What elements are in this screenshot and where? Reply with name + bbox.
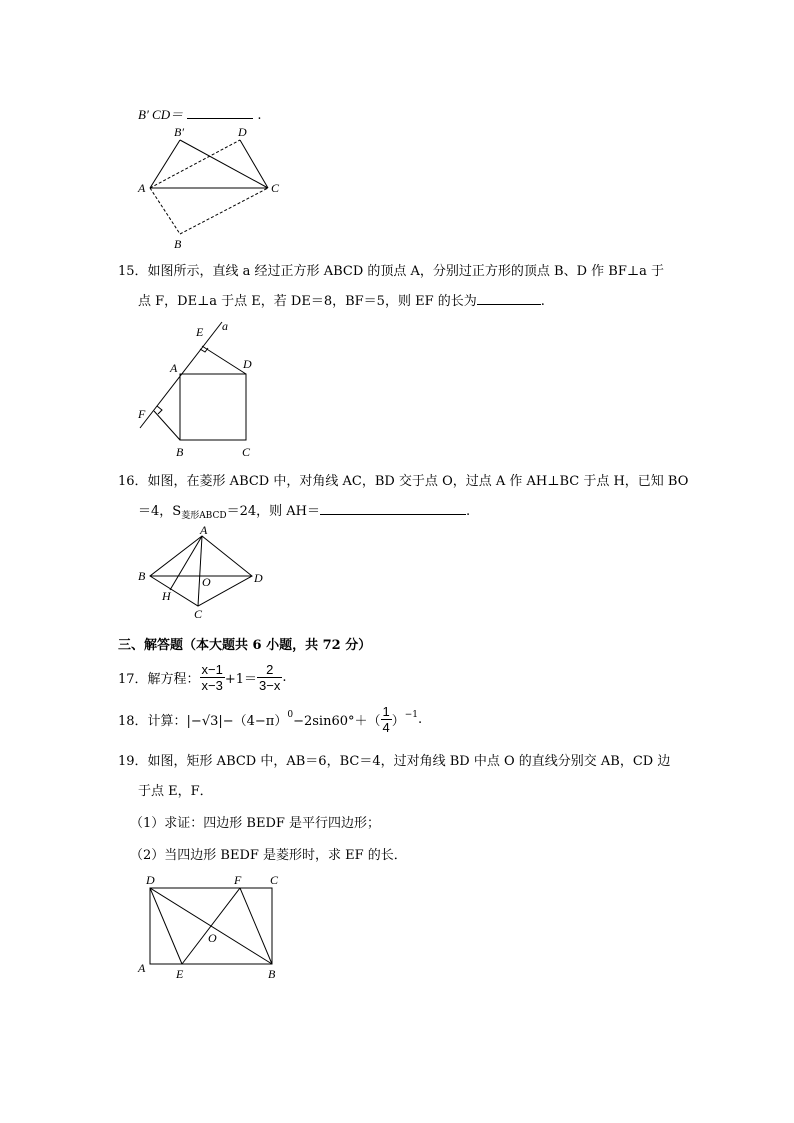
fig19-label-f: F xyxy=(234,873,242,887)
q15-line-2-text: 点 F，DE⊥a 于点 E，若 DE＝8，BF＝5，则 EF 的长为 xyxy=(138,294,477,309)
q17-mid: +1＝ xyxy=(224,672,258,687)
fig14-label-b: B xyxy=(174,237,182,251)
fig15-label-a: A xyxy=(170,361,178,375)
fig19-label-o: O xyxy=(208,931,217,945)
fig19-label-b: B xyxy=(268,967,276,981)
q18-mid: −2sin60°＋（ xyxy=(293,714,381,729)
fig15-label-e: E xyxy=(196,325,204,339)
q17-fraction-1: $\frac{x-1}{x-3}$ xyxy=(201,662,223,693)
q19-line-1: 19．如图，矩形 ABCD 中，AB＝6，BC＝4，过对角线 BD 中点 O 的直线分别交 AB，CD 边 xyxy=(118,754,671,769)
q18-close: ） xyxy=(391,714,405,729)
q17-fraction-2: $\frac{2}{3-x}$ xyxy=(259,662,281,693)
figure-19 xyxy=(130,870,290,984)
q18-fraction: $\frac{1}{4}$ xyxy=(382,704,390,735)
q16-line-2 xyxy=(138,500,470,519)
fig16-label-c: C xyxy=(194,607,203,621)
figure-15 xyxy=(130,316,270,462)
fig14-label-c: C xyxy=(271,181,280,195)
q15-line-1: 15．如图所示，直线 a 经过正方形 ABCD 的顶点 A，分别过正方形的顶点 B、D 作 BF⊥a 于 xyxy=(118,264,664,279)
q16-line-2b: ＝24，则 AH＝ xyxy=(226,504,320,519)
q18-prefix: 18．计算：|−√3|−（4−π） xyxy=(118,714,288,729)
fig19-label-a: A xyxy=(138,961,146,975)
fig15-label-b: B xyxy=(176,445,184,459)
q15-end: . xyxy=(540,294,545,309)
fig16-label-o: O xyxy=(202,575,211,589)
fig16-label-h: H xyxy=(162,589,171,603)
q15-blank[interactable] xyxy=(477,290,541,305)
q14-end: . xyxy=(257,108,262,123)
fig19-label-c: C xyxy=(270,873,279,887)
fig19-label-d: D xyxy=(146,873,155,887)
q15-line-2 xyxy=(138,290,545,309)
q16-blank[interactable] xyxy=(320,500,466,515)
fig14-label-a: A xyxy=(138,181,146,195)
fig16-label-a: A xyxy=(200,524,208,537)
fig15-label-c: C xyxy=(242,445,251,459)
q17-line xyxy=(118,662,287,693)
figure-14 xyxy=(130,122,290,254)
q19-line-2: 于点 E，F． xyxy=(138,784,213,799)
fig15-label-d: D xyxy=(243,357,252,371)
q18-end: . xyxy=(418,712,423,727)
q18-line xyxy=(118,704,422,735)
q19-part-2: （2）当四边形 BEDF 是菱形时，求 EF 的长． xyxy=(130,848,407,863)
q18-sup-1: −1 xyxy=(404,710,419,720)
q14-answer-line xyxy=(138,104,262,123)
q16-subscript: 菱形ABCD xyxy=(181,511,227,521)
section-3-heading: 三、解答题（本大题共 6 小题，共 72 分） xyxy=(118,638,372,653)
q17-end: . xyxy=(282,670,287,685)
figure-16 xyxy=(130,524,270,624)
fig15-label-f: F xyxy=(138,407,146,421)
fig15-label-a-line: a xyxy=(222,319,228,333)
fig16-label-d: D xyxy=(254,571,263,585)
q18-sup-0: 0 xyxy=(287,710,294,720)
q16-line-1: 16．如图，在菱形 ABCD 中，对角线 AC，BD 交于点 O，过点 A 作 AH⊥BC 于点 H，已知 BO xyxy=(118,474,689,489)
fig19-label-e: E xyxy=(176,967,184,981)
q16-line-2a: ＝4，S xyxy=(138,504,182,519)
fig16-label-b: B xyxy=(138,569,146,583)
q16-end: . xyxy=(465,504,471,519)
fig14-label-bp: B′ xyxy=(174,125,184,139)
q14-blank[interactable] xyxy=(187,104,253,119)
q19-part-1: （1）求证：四边形 BEDF 是平行四边形； xyxy=(130,816,381,831)
fig14-label-d: D xyxy=(238,125,247,139)
q17-prefix: 17．解方程： xyxy=(118,672,200,687)
q14-prefix: B′ CD＝ xyxy=(138,107,184,122)
